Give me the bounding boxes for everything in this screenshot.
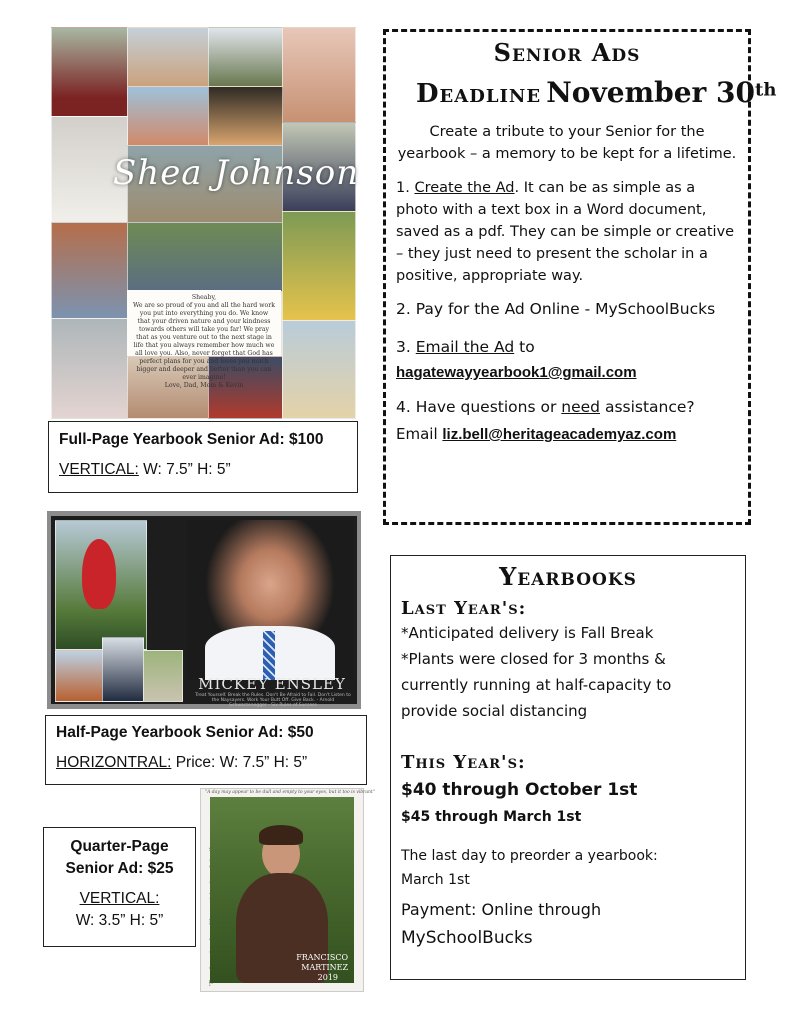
collage-photo bbox=[208, 27, 283, 87]
quarter-name-line2: MARTINEZ bbox=[301, 963, 348, 972]
collage-photo bbox=[51, 222, 128, 319]
step-1-text: . It can be as simple as a bbox=[514, 180, 696, 196]
full-page-ad-collage bbox=[51, 27, 360, 417]
collage-photo bbox=[51, 318, 128, 419]
quarter-page-price: Senior Ad: $25 bbox=[65, 860, 174, 877]
half-page-price: Half-Page Yearbook Senior Ad: $50 bbox=[56, 724, 314, 741]
step-1-line-2: photo with a text box in a Word document, bbox=[396, 202, 707, 218]
payment-line bbox=[401, 900, 601, 919]
step-3 bbox=[396, 338, 535, 356]
last-year-line-2: *Plants were closed for 3 months & bbox=[401, 650, 666, 668]
intro-line-1: Create a tribute to your Senior for the bbox=[429, 124, 705, 140]
senior-ads-box bbox=[383, 29, 777, 525]
last-year-line-3: currently running at half-capacity to bbox=[401, 676, 672, 694]
half-page-dims-text: Price: W: 7.5” H: 5” bbox=[171, 754, 308, 771]
last-day-line-1: The last day to preorder a yearbook: bbox=[401, 848, 658, 864]
step-1-line-5: positive, appropriate way. bbox=[396, 268, 584, 284]
collage-letter bbox=[127, 290, 281, 389]
quarter-border-text-top: "A day may appear to be dull and empty to your eyes, but it too is vibrant" bbox=[205, 790, 375, 795]
yearbooks-box bbox=[390, 555, 746, 980]
this-year-heading: This Year's: bbox=[401, 752, 526, 773]
half-ad-photo bbox=[143, 650, 183, 702]
collage-photo bbox=[127, 86, 209, 146]
deadline-label: Deadline bbox=[416, 79, 542, 109]
last-year-line-4: provide social distancing bbox=[401, 702, 588, 720]
collage-photo bbox=[282, 27, 356, 123]
full-page-dimensions bbox=[59, 461, 357, 479]
step-1-number: 1. bbox=[396, 180, 415, 196]
deadline-date: November 30 bbox=[546, 76, 756, 109]
yearbook-email-link[interactable]: hagatewayyearbook1@gmail.com bbox=[396, 364, 637, 381]
quarter-page-caption bbox=[43, 827, 196, 947]
full-page-price: Full-Page Yearbook Senior Ad: $100 bbox=[59, 431, 324, 448]
full-page-orientation: VERTICAL: bbox=[59, 461, 139, 478]
half-page-caption bbox=[45, 715, 367, 785]
player-figure bbox=[82, 539, 116, 609]
quarter-portrait-hair bbox=[259, 825, 303, 845]
half-page-orientation: HORIZONTRAL: bbox=[56, 754, 172, 771]
step-3-text: to bbox=[514, 338, 535, 356]
step-2: 2. Pay for the Ad Online - MySchoolBucks bbox=[396, 300, 716, 318]
email-ad-link[interactable]: Email the Ad bbox=[415, 338, 515, 356]
step-3-number: 3. bbox=[396, 338, 416, 356]
collage-name-overlay: Shea Johnson bbox=[113, 153, 360, 193]
last-day-line-2: March 1st bbox=[401, 872, 470, 888]
quarter-year: 2019 bbox=[317, 973, 338, 982]
intro-line-2: yearbook – a memory to be kept for a lifetime. bbox=[397, 146, 737, 162]
payment-label: Payment: bbox=[401, 900, 482, 919]
half-ad-name-overlay: MICKEY ENSLEY bbox=[198, 675, 346, 693]
letter-signoff: Love, Dad, Mom & Kevin bbox=[164, 382, 244, 389]
portrait-tie bbox=[263, 631, 275, 680]
step-4-text: 4. Have questions or bbox=[396, 398, 562, 416]
senior-ads-title: Senior Ads bbox=[493, 38, 641, 67]
letter-body: We are so proud of you and all the hard work you put into everything you do. We know that your driven nature and your kindness towards others will take you far! We pray that as you venture out to the next stage in life that you always remember how much we all love you. Also, never forget that God has perfect plans for you and loves you much bigger and deeper and better than you can ever imagine! bbox=[133, 302, 275, 381]
price-late: $45 through March 1st bbox=[401, 809, 582, 825]
collage-photo bbox=[282, 211, 356, 321]
deadline-line bbox=[416, 76, 776, 109]
deadline-suffix: th bbox=[755, 79, 777, 101]
quarter-page-orientation: VERTICAL: bbox=[79, 890, 160, 907]
step-1-line-1 bbox=[396, 180, 695, 196]
full-page-dims-text: W: 7.5” H: 5” bbox=[138, 461, 231, 478]
collage-photo bbox=[208, 86, 283, 146]
half-page-ad-photo bbox=[47, 511, 361, 709]
collage-photo bbox=[282, 320, 356, 419]
quarter-name-line1: FRANCISCO bbox=[296, 953, 348, 962]
yearbooks-title: Yearbooks bbox=[499, 562, 637, 591]
step-4 bbox=[396, 398, 695, 416]
step-4-email-line bbox=[396, 424, 676, 443]
half-page-dimensions bbox=[56, 754, 366, 772]
last-year-line-1: *Anticipated delivery is Fall Break bbox=[401, 624, 654, 642]
contact-email-link[interactable]: liz.bell@heritageacademyaz.com bbox=[442, 426, 677, 443]
email-label: Email bbox=[396, 425, 443, 443]
half-ad-photo bbox=[102, 637, 144, 702]
collage-photo bbox=[127, 222, 283, 292]
step-1-line-4: – they just need to present the scholar in a bbox=[396, 246, 708, 262]
quarter-page-ad-photo bbox=[200, 788, 375, 992]
collage-photo bbox=[127, 27, 209, 87]
half-ad-photo bbox=[55, 650, 103, 702]
payment-value-1: Online through bbox=[481, 900, 602, 919]
letter-greeting: Sheaby, bbox=[191, 294, 217, 301]
quarter-page-dims: W: 3.5” H: 5” bbox=[75, 912, 164, 929]
step-4-text-rest: assistance? bbox=[600, 398, 695, 416]
half-ad-quote: Treat Yourself. Break the Rules. Don't Be Afraid to Fail. Don't Listen to the Naysayers. Work Your Butt Off. Give Back. - Arnold Schwarzenegger - Six Rules of Success bbox=[195, 693, 351, 708]
collage-photo bbox=[51, 27, 128, 117]
step-1-line-3: saved as a pdf. They can be simple or creative bbox=[396, 224, 735, 240]
quarter-page-title: Quarter-Page bbox=[70, 838, 169, 855]
price-early: $40 through October 1st bbox=[401, 780, 638, 800]
payment-value-2: MySchoolBucks bbox=[401, 928, 533, 948]
last-year-heading: Last Year's: bbox=[401, 598, 527, 619]
create-ad-link[interactable]: Create the Ad bbox=[414, 180, 515, 196]
quarter-portrait bbox=[210, 797, 354, 983]
step-4-need: need bbox=[561, 398, 601, 416]
full-page-caption bbox=[48, 421, 358, 493]
